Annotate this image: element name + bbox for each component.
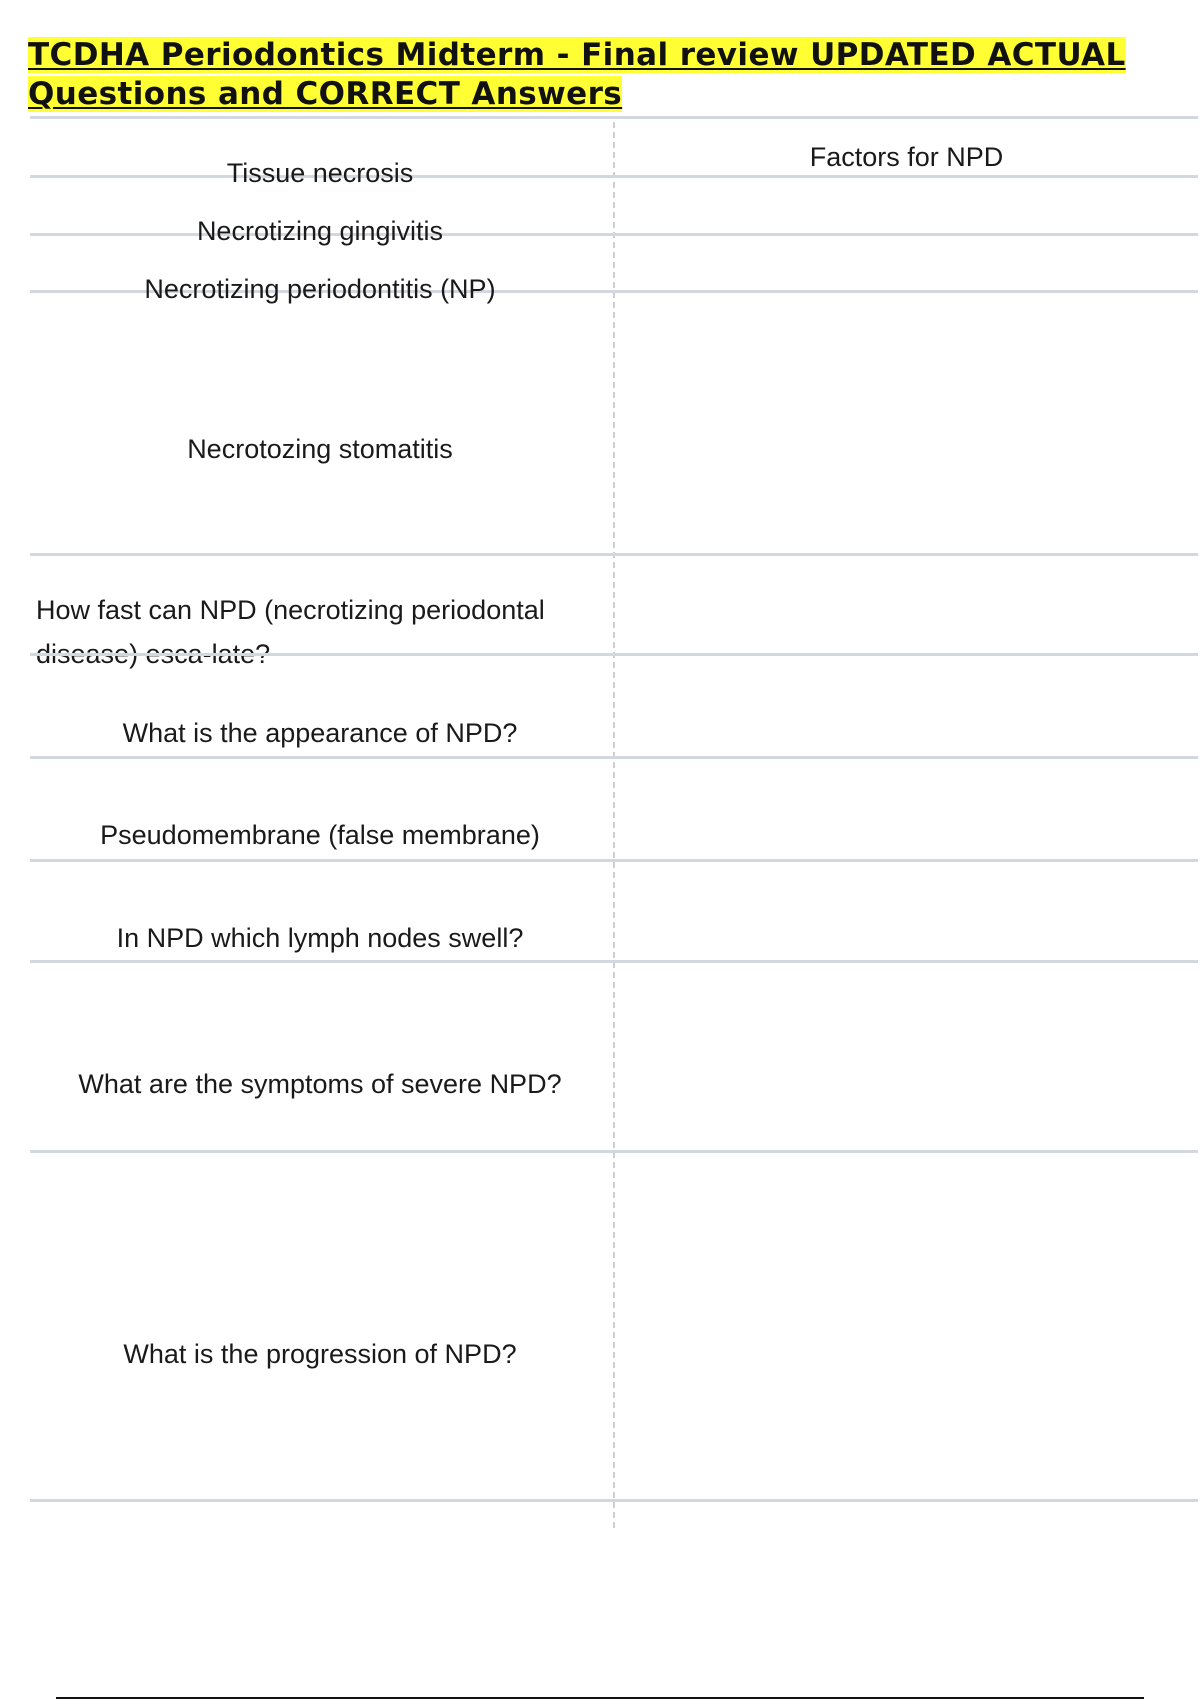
question-lymph-nodes: In NPD which lymph nodes swell?	[116, 923, 524, 953]
row-divider	[30, 756, 1198, 759]
row-divider	[30, 960, 1198, 963]
footer-rule	[56, 1697, 1144, 1699]
column-divider	[613, 122, 615, 1528]
document-title-text: TCDHA Periodontics Midterm - Final review UPDATED ACTUAL Questions and CORRECT Answers	[28, 37, 1126, 112]
term-tissue-necrosis: Tissue necrosis	[226, 158, 414, 188]
row-divider	[30, 653, 1198, 656]
answer-header: Factors for NPD	[809, 142, 1004, 172]
term-necrotizing-stomatitis: Necrotozing stomatitis	[187, 434, 453, 464]
question-severe-symptoms: What are the symptoms of severe NPD?	[78, 1069, 562, 1099]
divider-top	[30, 116, 1198, 119]
row-divider	[30, 553, 1198, 556]
term-necrotizing-periodontitis: Necrotizing periodontitis (NP)	[144, 274, 496, 304]
document-title	[28, 36, 1196, 114]
term-necrotizing-gingivitis: Necrotizing gingivitis	[196, 216, 444, 246]
row-divider	[30, 1499, 1198, 1502]
row-divider	[30, 1150, 1198, 1153]
question-escalation-speed: How fast can NPD (necrotizing periodontal disease) esca-late?	[36, 595, 545, 669]
question-progression: What is the progression of NPD?	[123, 1339, 517, 1369]
term-pseudomembrane: Pseudomembrane (false membrane)	[100, 820, 540, 850]
question-appearance: What is the appearance of NPD?	[122, 718, 518, 748]
row-divider	[30, 859, 1198, 862]
